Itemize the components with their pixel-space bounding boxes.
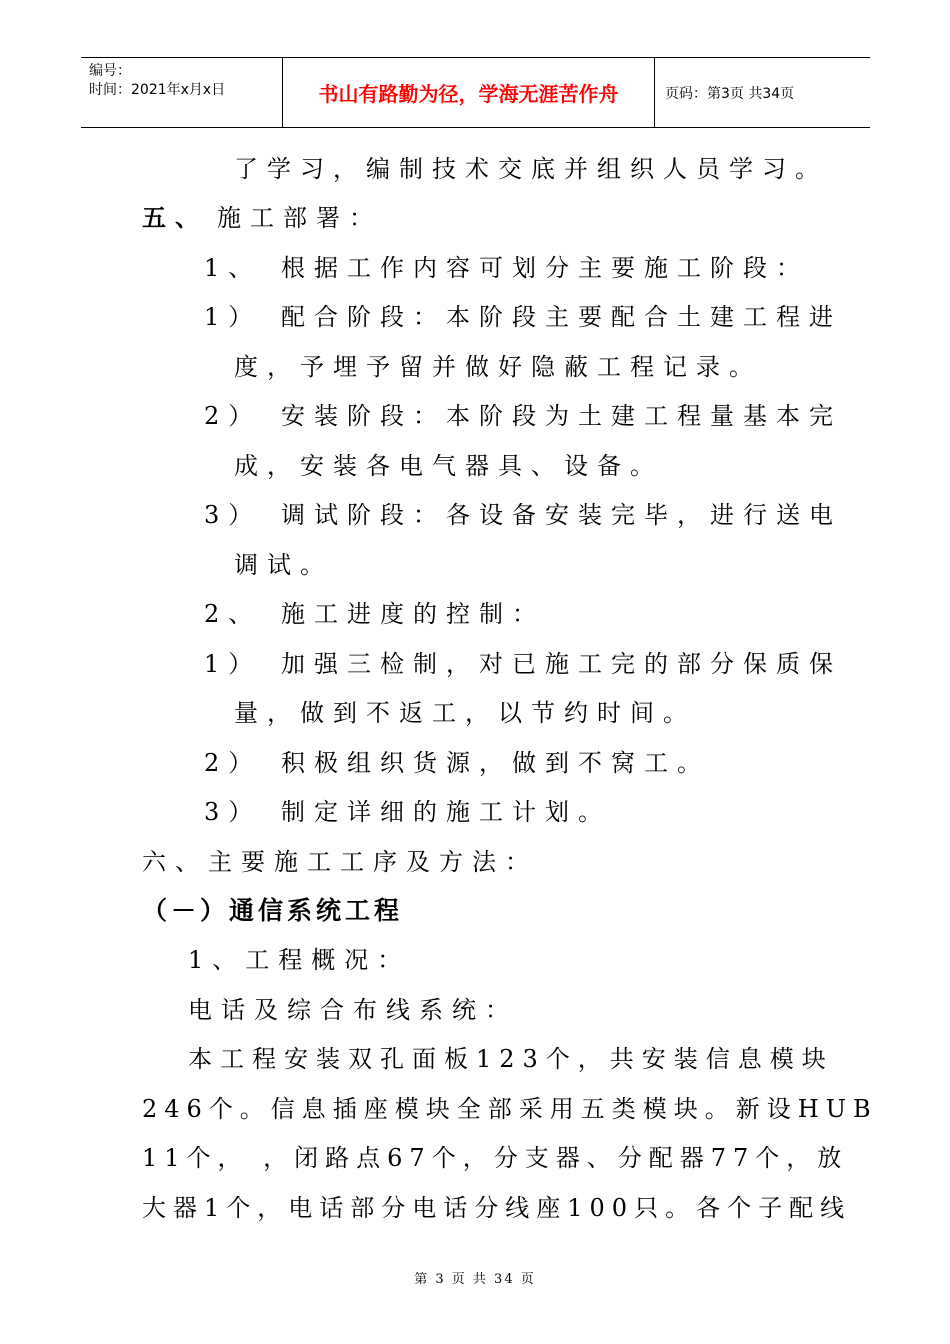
document-header bbox=[81, 57, 870, 128]
date-label: 时间：2021年x月x日 bbox=[89, 82, 226, 98]
header-meta bbox=[81, 58, 283, 127]
number-label: 编号： bbox=[89, 63, 131, 79]
header-page-label: 页码：第3页 共34页 bbox=[665, 85, 795, 102]
header-motto: 书山有路勤为径，学海无涯苦作舟 bbox=[283, 58, 655, 127]
page-footer: 第 3 页 共 34 页 bbox=[414, 1272, 536, 1287]
